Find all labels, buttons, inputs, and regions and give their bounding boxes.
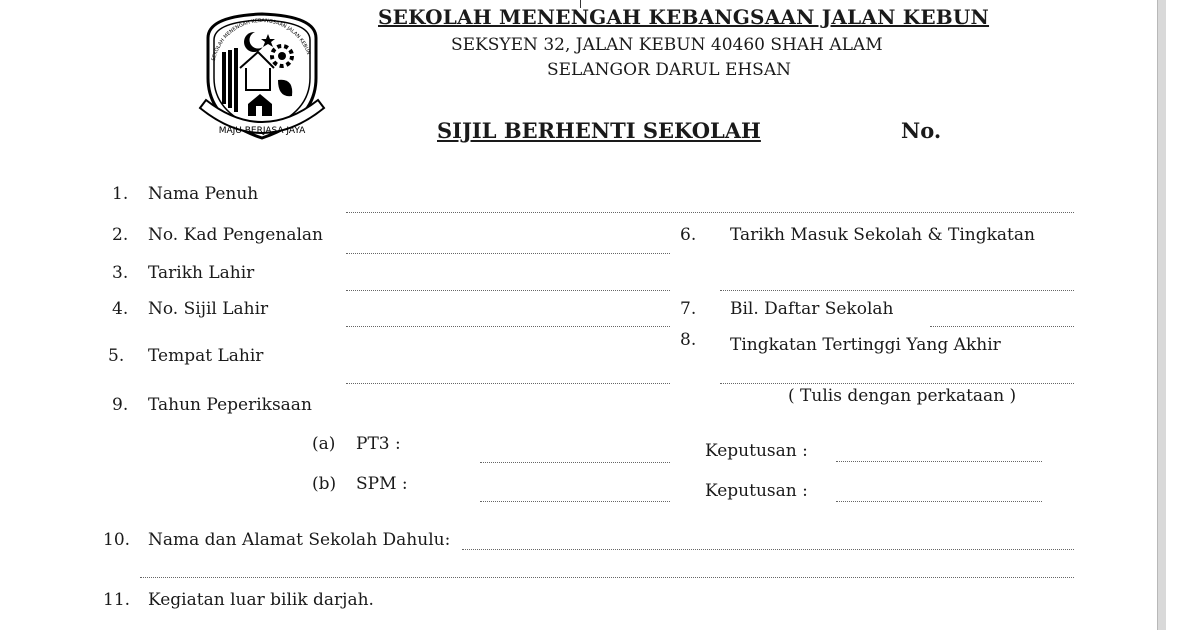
exam-a-name: PT3 : [356,434,401,454]
field-9-number: 9. [112,395,129,415]
field-5-fill-line[interactable] [346,383,670,384]
exam-b-result-label: Keputusan : [705,481,808,501]
certificate-number-label: No. [901,118,942,143]
exam-b-fill-line[interactable] [480,501,670,502]
svg-text:SEKOLAH MENENGAH KEBANGSAAN JA: SEKOLAH MENENGAH KEBANGSAAN JALAN KEBUN [210,17,312,62]
field-7-label: Bil. Daftar Sekolah [730,299,894,319]
address-line-2: SELANGOR DARUL EHSAN [547,60,791,80]
exam-a-fill-line[interactable] [480,462,670,463]
exam-b-result-fill-line[interactable] [836,501,1042,502]
field-9-label: Tahun Peperiksaan [148,395,312,415]
field-2-label: No. Kad Pengenalan [148,225,323,245]
address-line-1: SEKSYEN 32, JALAN KEBUN 40460 SHAH ALAM [451,35,883,55]
exam-b-name: SPM : [356,474,408,494]
exam-a-result-fill-line[interactable] [836,461,1042,462]
field-11-label: Kegiatan luar bilik darjah. [148,590,374,610]
field-6-label: Tarikh Masuk Sekolah & Tingkatan [730,225,1035,245]
exam-b-letter: (b) [312,474,337,494]
field-1-number: 1. [112,184,129,204]
field-10-fill-line[interactable] [462,549,1074,550]
field-5-label: Tempat Lahir [148,346,264,366]
field-4-label: No. Sijil Lahir [148,299,269,319]
field-10-number: 10. [103,530,131,550]
field-2-number: 2. [112,225,129,245]
field-7-number: 7. [680,299,697,319]
field-1-label: Nama Penuh [148,184,259,204]
field-4-number: 4. [112,299,129,319]
field-7-fill-line[interactable] [930,326,1074,327]
certificate-title: SIJIL BERHENTI SEKOLAH [437,118,761,143]
field-8-label: Tingkatan Tertinggi Yang Akhir [730,335,1001,355]
exam-a-result-label: Keputusan : [705,441,808,461]
school-crest-logo [198,8,326,148]
school-name: SEKOLAH MENENGAH KEBANGSAAN JALAN KEBUN [378,5,990,29]
field-6-fill-line[interactable] [720,290,1074,291]
exam-a-letter: (a) [312,434,336,454]
page-edge-line [1157,0,1158,630]
field-4-fill-line[interactable] [346,326,670,327]
field-5-number: 5. [108,346,125,366]
logo-motto: MAJU BERJASA JAYA [218,126,306,136]
field-1-fill-line[interactable] [346,212,1074,213]
field-3-number: 3. [112,263,129,283]
field-8-number: 8. [680,330,697,350]
page-edge [1158,0,1166,630]
field-11-number: 11. [103,590,131,610]
words-note: ( Tulis dengan perkataan ) [788,386,1017,406]
field-2-fill-line[interactable] [346,253,670,254]
field-6-number: 6. [680,225,697,245]
field-10-label: Nama dan Alamat Sekolah Dahulu: [148,530,451,550]
field-3-fill-line[interactable] [346,290,670,291]
field-8-fill-line[interactable] [720,383,1074,384]
field-3-label: Tarikh Lahir [148,263,255,283]
field-10-fill-line-2[interactable] [140,577,1074,578]
